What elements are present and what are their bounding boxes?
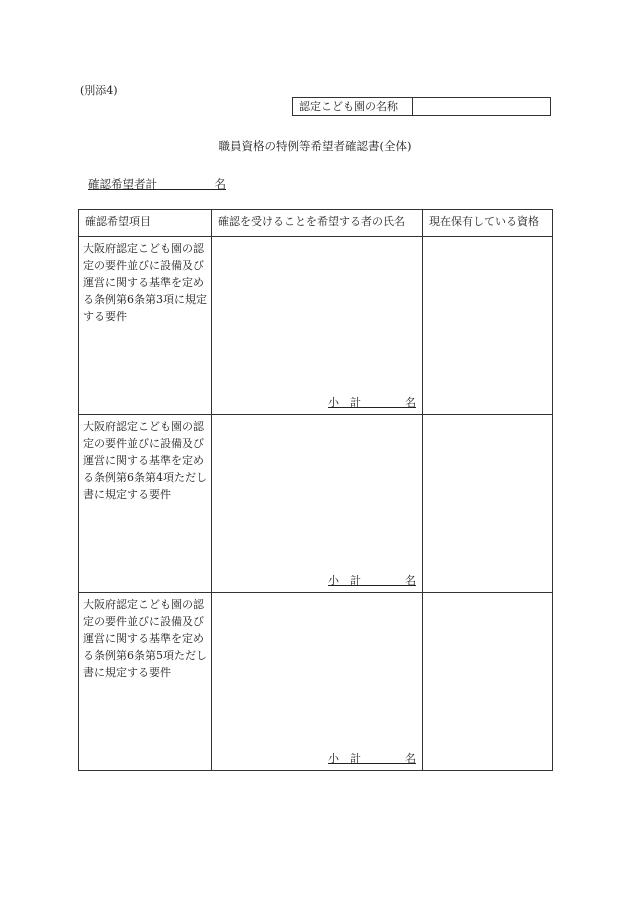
item-description: 大阪府認定こども園の認定の要件並びに設備及び運営に関する基準を定める条例第6条第3項に規定する要件 — [83, 242, 207, 323]
qualification-field[interactable] — [423, 593, 553, 771]
names-field[interactable] — [212, 593, 423, 771]
subtotal-unit: 名 — [405, 752, 416, 765]
subtotal-label: 小 計 — [328, 396, 361, 409]
subtotal-unit: 名 — [405, 396, 416, 409]
total-applicants — [88, 176, 226, 192]
item-description: 大阪府認定こども園の認定の要件並びに設備及び運営に関する基準を定める条例第6条第4項ただし書に規定する要件 — [83, 420, 207, 501]
table-row — [79, 415, 553, 593]
header-item: 確認希望項目 — [79, 210, 212, 237]
subtotal-label: 小 計 — [328, 752, 361, 765]
total-unit: 名 — [214, 177, 226, 191]
item-description: 大阪府認定こども園の認定の要件並びに設備及び運営に関する基準を定める条例第6条第5項ただし書に規定する要件 — [83, 598, 207, 679]
header-qualification: 現在保有している資格 — [423, 210, 553, 237]
qualification-field[interactable] — [423, 237, 553, 415]
document-title: 職員資格の特例等希望者確認書(全体) — [218, 139, 412, 153]
subtotal-label: 小 計 — [328, 574, 361, 587]
header-names: 確認を受けることを希望する者の氏名 — [212, 210, 423, 237]
subtotal — [328, 750, 416, 766]
names-field[interactable] — [212, 237, 423, 415]
facility-name-box — [292, 97, 551, 116]
table-row — [79, 237, 553, 415]
attachment-label: (別添4) — [80, 84, 118, 97]
subtotal-unit: 名 — [405, 574, 416, 587]
qualification-field[interactable] — [423, 415, 553, 593]
subtotal — [328, 572, 416, 588]
subtotal — [328, 394, 416, 410]
names-field[interactable] — [212, 415, 423, 593]
facility-name-field[interactable] — [413, 98, 550, 115]
facility-name-label: 認定こども園の名称 — [293, 98, 413, 115]
table-header-row — [79, 210, 553, 237]
table-row — [79, 593, 553, 771]
total-label: 確認希望者計 — [88, 177, 157, 191]
applicant-table — [78, 209, 553, 771]
